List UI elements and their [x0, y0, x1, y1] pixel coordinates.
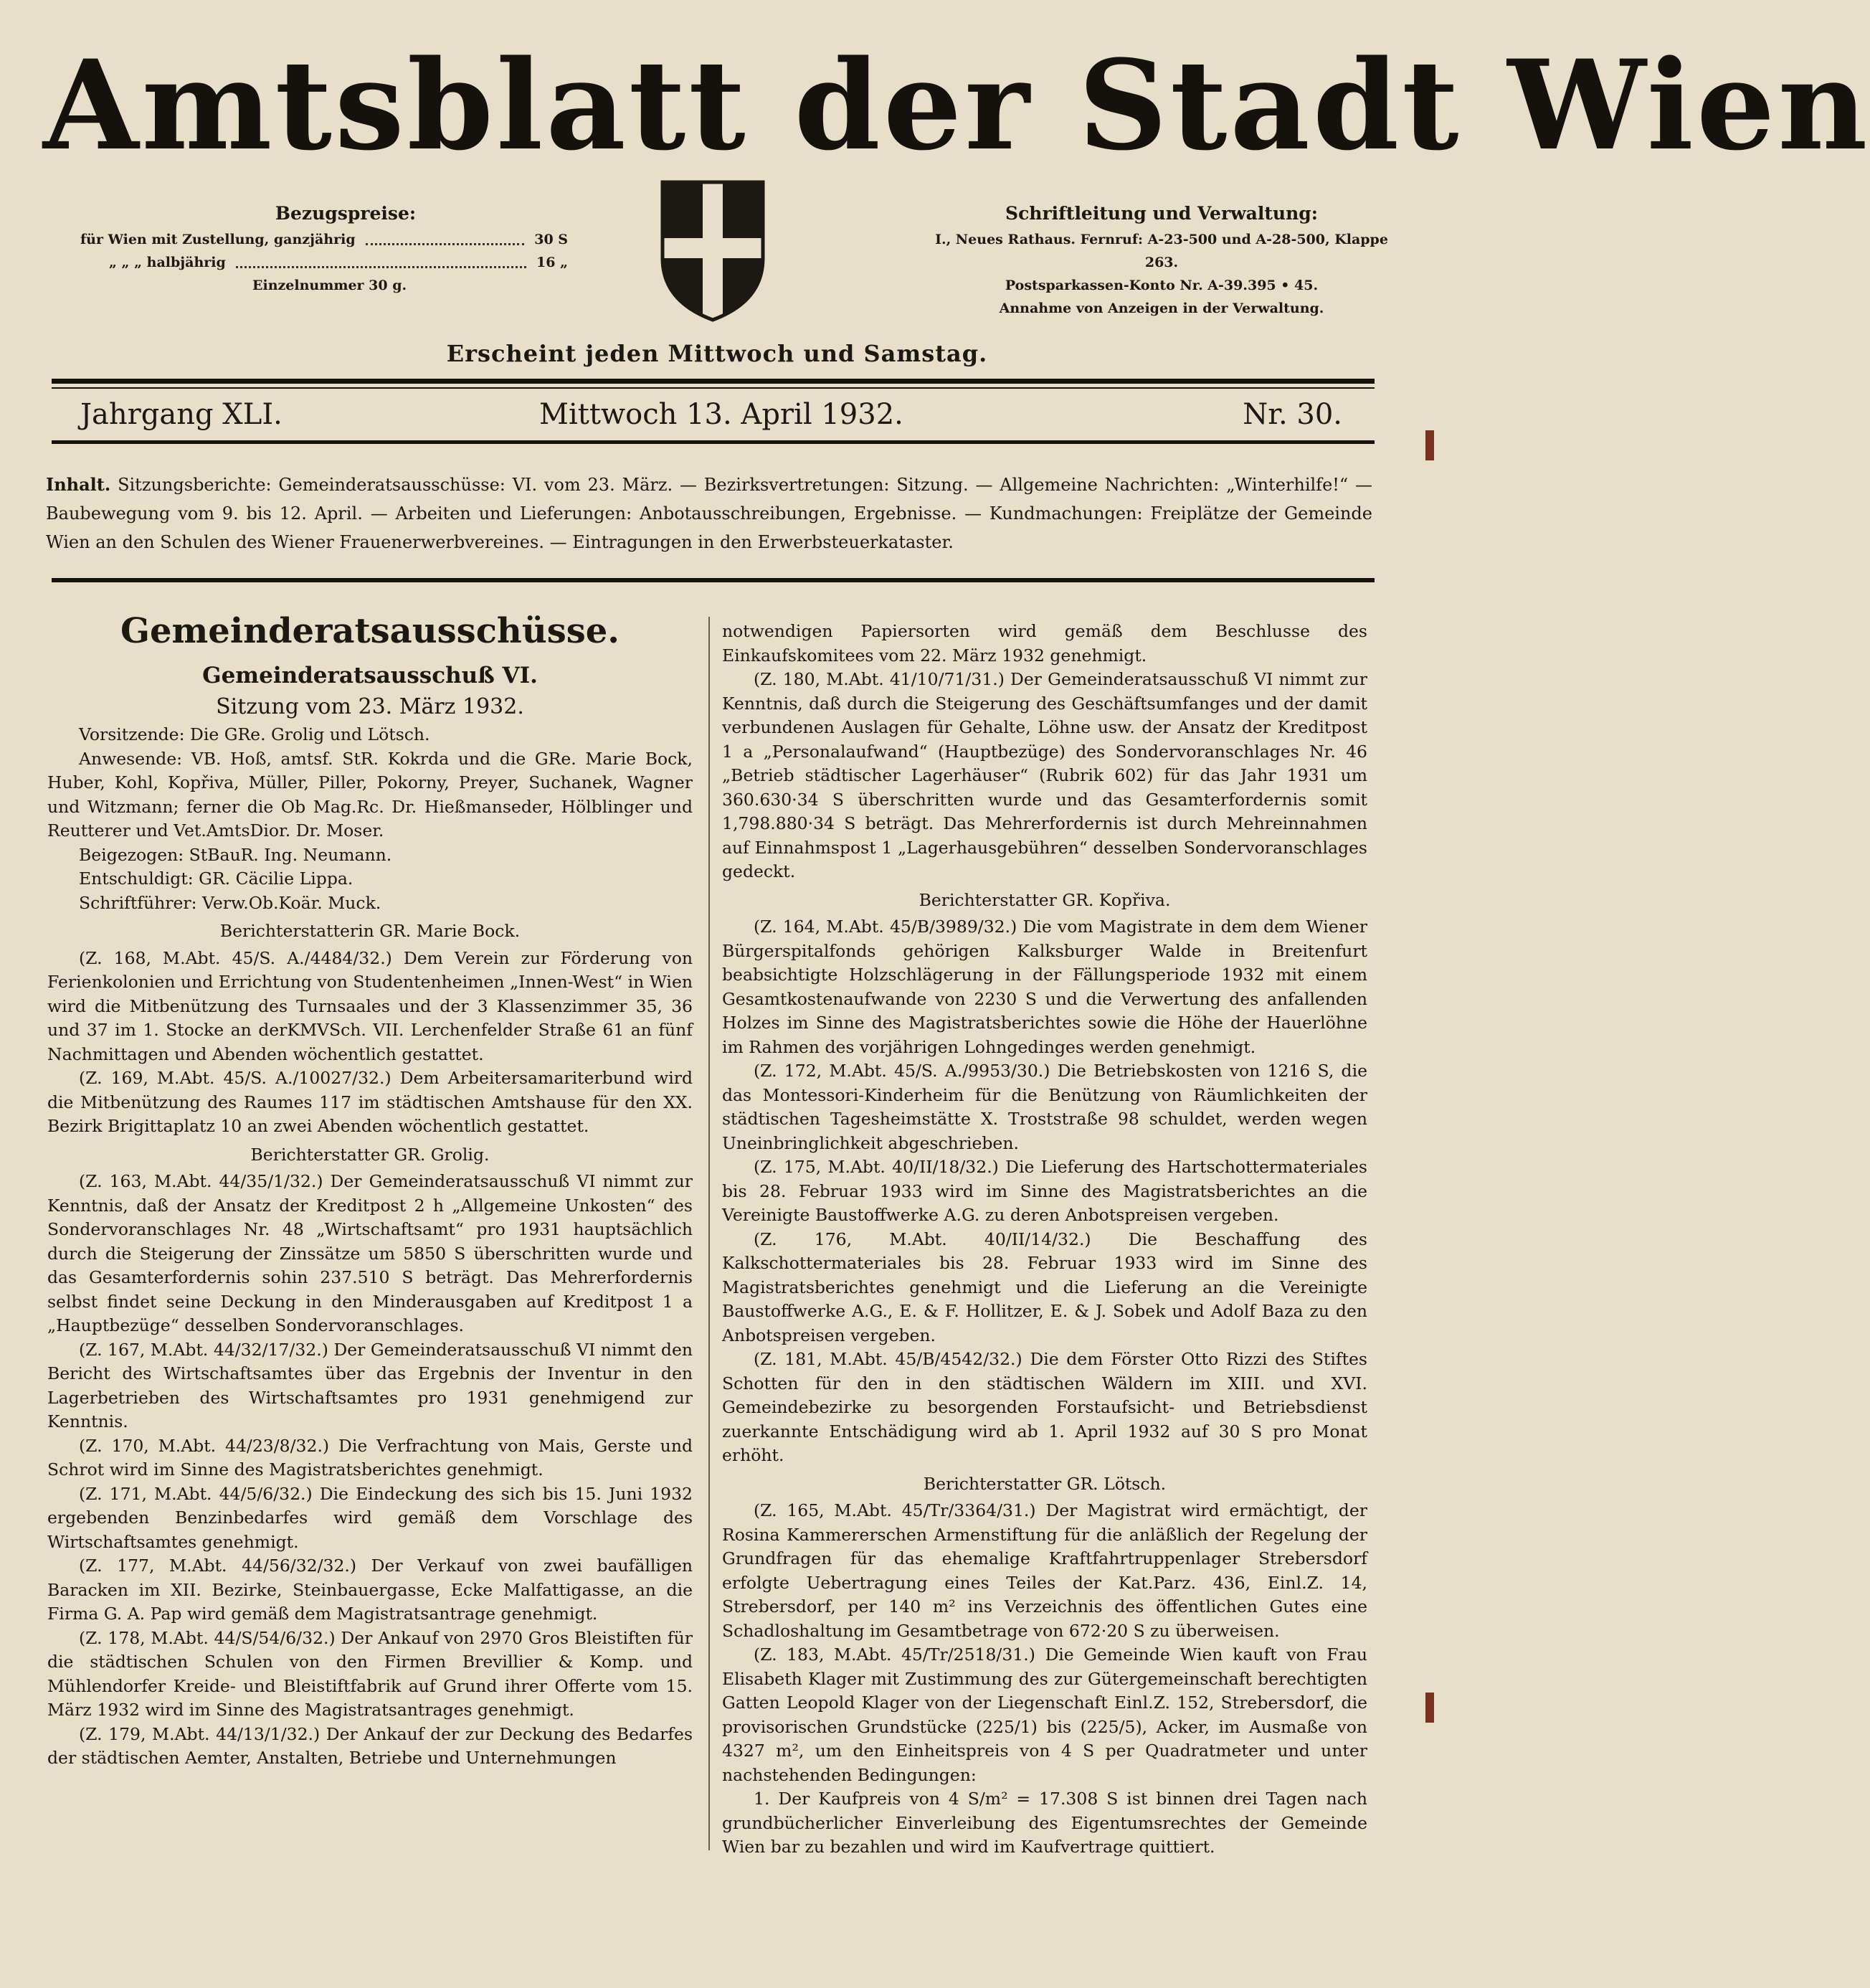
reporter-heading: Berichterstatter GR. Grolig. — [250, 1144, 490, 1165]
price-row-value: 16 „ — [536, 255, 568, 270]
paragraph: (Z. 167, M.Abt. 44/32/17/32.) Der Gemeinderatsausschuß VI nimmt den Bericht des Wirtschaftsamtes über das Ergebnis der Inventur in den Lagerbetrieben des Wirtschaftsamtes pro 1931 genehmigend zur Kenntnis. — [47, 1339, 693, 1431]
paragraph: (Z. 181, M.Abt. 45/B/4542/32.) Die dem Förster Otto Rizzi des Stiftes Schotten für den in den städtischen Wäldern im XIII. und XVI. Gemeindebezirke zu besorgenden Forstaufsicht- und Betriebsdienst zuerkannte Entschädigung wird ab 1. April 1932 auf 30 S pro Monat erhöht. — [722, 1349, 1367, 1465]
paragraph: (Z. 183, M.Abt. 45/Tr/2518/31.) Die Gemeinde Wien kauft von Frau Elisabeth Klager mit Zustimmung des zur Gütergemeinschaft berechtigten Gatten Leopold Klager von der Liegenschaft Einl.Z. 152, Strebersdorf, die provisorischen Grundstücke (225/1) bis (225/5), Acker, im Ausmaße von 4327 m², um den Einheitspreis von 4 S per Quadratmeter und unter nachstehenden Bedingungen: — [722, 1644, 1367, 1785]
paragraph: (Z. 172, M.Abt. 45/S. A./9953/30.) Die Betriebskosten von 1216 S, die das Montessori-Kinderheim für die Benützung von Räumlichkeiten der städtischen Tagesheimstätte X. Troststraße 98 schuldet, werden wegen Uneinbringlichkeit abgeschrieben. — [722, 1061, 1367, 1153]
paragraph: 1. Der Kaufpreis von 4 S/m² = 17.308 S ist binnen drei Tagen nach grundbücherlicher Einverleibung des Eigentumsrechtes der Gemeinde Wien bar zu bezahlen und wird im Kaufvertrage quittiert. — [722, 1789, 1367, 1857]
table-of-contents — [46, 470, 1372, 557]
paragraph: (Z. 177, M.Abt. 44/56/32/32.) Der Verkauf von zwei baufälligen Baracken im XII. Bezirke, Steinbauergasse, Ecke Malfattigasse, an die Firma G. A. Pap wird gemäß dem Magistratsantrage genehmigt. — [47, 1556, 693, 1624]
paragraph: (Z. 171, M.Abt. 44/5/6/32.) Die Eindeckung des sich bis 15. Juni 1932 ergebenden Benzinbedarfes wird gemäß dem Vorschlage des Wirtschaftsamtes genehmigt. — [47, 1483, 693, 1552]
paragraph: (Z. 178, M.Abt. 44/S/54/6/32.) Der Ankauf von 2970 Gros Bleistiften für die städtischen Schulen von den Firmen Brevillier & Komp. und Mühlendorfer Kreide- und Bleistiftfabrik auf Grund ihrer Offerte vom 15. März 1932 wird im Sinne des Magistratsantrages genehmigt. — [47, 1627, 693, 1720]
administration-line: Postsparkassen-Konto Nr. A-39.395 • 45. — [1005, 278, 1319, 293]
issue-info — [80, 393, 1342, 436]
contents-rule — [52, 578, 1375, 582]
reporter-heading: Berichterstatter GR. Kopřiva. — [919, 889, 1171, 910]
committee-title: Gemeinderatsausschuß VI. — [202, 663, 538, 688]
left-column — [47, 602, 693, 1771]
paragraph: (Z. 168, M.Abt. 45/S. A./4484/32.) Dem Verein zur Förderung von Ferienkolonien und Errichtung von Studentenheimen „Innen-West“ in Wien wird die Mitbenützung des Turnsaales und der 3 Klassenzimmer 35, 36 und 37 im 1. Stocke an derKMVSch. VII. Lerchenfelder Straße 61 an fünf Nachmittagen und Abenden wöchentlich gestattet. — [47, 947, 693, 1064]
administration-line: Annahme von Anzeigen in der Verwaltung. — [999, 300, 1324, 316]
price-row — [80, 228, 568, 251]
paragraph: (Z. 175, M.Abt. 40/II/18/32.) Die Lieferung des Hartschottermateriales bis 28. Februar 1933 wird im Sinne des Magistratsberichtes an die Vereinigte Baustoffwerke A.G. zu deren Anbotspreisen vergeben. — [722, 1157, 1367, 1225]
volume-label: Jahrgang XLI. — [80, 398, 283, 431]
contents-label: Inhalt. — [46, 474, 111, 495]
price-row-label: „ „ „ halbjährig — [109, 255, 226, 270]
issue-rule — [52, 440, 1375, 444]
paragraph: (Z. 163, M.Abt. 44/35/1/32.) Der Gemeinderatsausschuß VI nimmt zur Kenntnis, daß der Ansatz der Kreditpost 2 h „Allgemeine Unkosten“ des Sondervoranschlages Nr. 48 „Wirtschaftsamt“ pro 1931 hauptsächlich durch die Steigerung der Zinssätze um 5850 S überschritten wurde und das Gesamterfordernis sohin 237.510 S beträgt. Das Mehrerfordernis selbst findet seine Deckung in den Minderausgaben auf Kreditpost 1 a „Hauptbezüge“ desselben Sondervoranschlages. — [47, 1171, 693, 1335]
issue-date: Mittwoch 13. April 1932. — [539, 398, 903, 431]
administration-line: I., Neues Rathaus. Fernruf: A-23-500 und A-28-500, Klappe 263. — [935, 232, 1388, 270]
price-row-label: für Wien mit Zustellung, ganzjährig — [80, 232, 356, 247]
session-title: Sitzung vom 23. März 1932. — [216, 694, 524, 719]
paragraph: (Z. 170, M.Abt. 44/23/8/32.) Die Verfrachtung von Mais, Gerste und Schrot wird im Sinne des Magistratsberichtes genehmigt. — [47, 1435, 693, 1480]
paragraph: (Z. 176, M.Abt. 40/II/14/32.) Die Beschaffung des Kalkschottermateriales bis 28. Februar 1933 wird im Sinne des Magistratsberichtes genehmigt und die Lieferung an die Vereinigte Baustoffwerke A.G., E. & F. Hollitzer, E. & J. Sobek und Adolf Baza zu den Anbotspreisen vergeben. — [722, 1229, 1367, 1345]
administration-heading: Schriftleitung und Verwaltung: — [1005, 203, 1318, 224]
paragraph: (Z. 165, M.Abt. 45/Tr/3364/31.) Der Magistrat wird ermächtigt, der Rosina Kammererschen Armenstiftung für die anläßlich der Regelung der Grundfragen für das ehemalige Kraftfahrtruppenlager Strebersdorf erfolgte Uebertragung eines Teiles der Kat.Parz. 436, Einl.Z. 14, Strebersdorf, per 140 m² ins Verzeichnis des öffentlichen Gutes eine Schadloshaltung im Gesamtbetrage von 672·20 S zu überweisen. — [722, 1500, 1367, 1641]
issue-number: Nr. 30. — [1243, 398, 1342, 431]
price-row — [80, 251, 568, 274]
paragraph: notwendigen Papiersorten wird gemäß dem Beschlusse des Einkaufskomitees vom 22. März 1932 genehmigt. — [722, 621, 1367, 666]
present-line: Anwesende: VB. Hoß, amtsf. StR. Kokrda und die GRe. Marie Bock, Huber, Kohl, Kopřiva, Müller, Piller, Pokorny, Preyer, Suchanek, Wagner und Witzmann; ferner die Ob Mag.Rc. Dr. Hießmanseder, Hölblinger und Reutterer und Vet.AmtsDior. Dr. Moser. — [47, 748, 693, 841]
binding-edge-mark — [1425, 1693, 1434, 1723]
editorial-administration — [932, 202, 1391, 320]
excused-line: Entschuldigt: GR. Cäcilie Lippa. — [79, 868, 353, 889]
reporter-heading: Berichterstatter GR. Lötsch. — [923, 1473, 1167, 1494]
header-rule — [52, 379, 1375, 384]
subscription-heading: Bezugspreise: — [275, 203, 417, 224]
paragraph: (Z. 169, M.Abt. 45/S. A./10027/32.) Dem Arbeitersamariterbund wird die Mitbenützung des Raumes 117 im städtischen Amtshause für den XX. Bezirk Brigittaplatz 10 an zwei Abenden wöchentlich gestattet. — [47, 1068, 693, 1136]
invited-line: Beigezogen: StBauR. Ing. Neumann. — [79, 844, 392, 865]
column-divider — [708, 617, 710, 1850]
header-rule-thin — [52, 387, 1375, 389]
single-issue-price: Einzelnummer 30 g. — [252, 278, 407, 293]
contents-text: Sitzungsberichte: Gemeinderatsausschüsse: VI. vom 23. März. — Bezirksvertretungen: Sitzung. — Allgemeine Nachrichten: „Winterhilfe!“ — Baubewegung vom 9. bis 12. April. — Arbeiten und Lieferungen: Anbotausschreibungen, Ergebnisse. — Kundmachungen: Freiplätze der Gemeinde Wien an den Schulen des Wiener Frauenerwerbvereines. — Eintragungen in den Erwerbsteuerkataster. — [46, 475, 1372, 552]
publication-schedule: Erscheint jeden Mittwoch und Samstag. — [446, 340, 988, 367]
vienna-coat-of-arms-icon — [660, 179, 766, 323]
masthead-title: Amtsblatt der Stadt Wien — [43, 32, 1870, 178]
reporter-heading: Berichterstatterin GR. Marie Bock. — [219, 921, 521, 941]
leader-dots — [366, 228, 525, 245]
subscription-prices — [80, 202, 568, 297]
leader-dots — [236, 251, 526, 268]
secretary-line: Schriftführer: Verw.Ob.Koär. Muck. — [79, 892, 381, 913]
paragraph: (Z. 164, M.Abt. 45/B/3989/32.) Die vom Magistrate in dem dem Wiener Bürgerspitalfonds gehörigen Kalksburger Walde in Breitenfurt beabsichtigte Holzschlägerung in der Fällungsperiode 1932 mit einem Gesamtkostenaufwande von 2230 S und die Verwertung des anfallenden Holzes im Sinne des Magistratsberichtes sowie die Höhe der Hauerlöhne im Rahmen des vorjährigen Lohngedinges werden genehmigt. — [722, 917, 1367, 1057]
chair-line: Vorsitzende: Die GRe. Grolig und Lötsch. — [79, 724, 430, 744]
price-row-value: 30 S — [534, 232, 568, 247]
paragraph: (Z. 180, M.Abt. 41/10/71/31.) Der Gemeinderatsausschuß VI nimmt zur Kenntnis, daß durch die Steigerung des Geschäftsumfanges und der damit verbundenen Auslagen für Gehalte, Löhne usw. der Ansatz der Kreditpost 1 a „Personalaufwand“ (Hauptbezüge) des Sondervoranschlages Nr. 46 „Betrieb städtischer Lagerhäuser“ (Rubrik 602) für das Jahr 1931 um 360.630·34 S überschritten wurde und das Gesamterfordernis somit 1,798.880·34 S beträgt. Das Mehrerfordernis ist durch Mehreinnahmen auf Einnahmspost 1 „Lagerhausgebühren“ desselben Sondervoranschlages gedeckt. — [722, 669, 1367, 881]
section-title: Gemeinderatsausschüsse. — [120, 611, 620, 651]
paragraph: (Z. 179, M.Abt. 44/13/1/32.) Der Ankauf der zur Deckung des Bedarfes der städtischen Aemter, Anstalten, Betriebe und Unternehmungen — [47, 1723, 693, 1768]
binding-edge-mark — [1425, 430, 1434, 460]
right-column — [722, 620, 1367, 1860]
